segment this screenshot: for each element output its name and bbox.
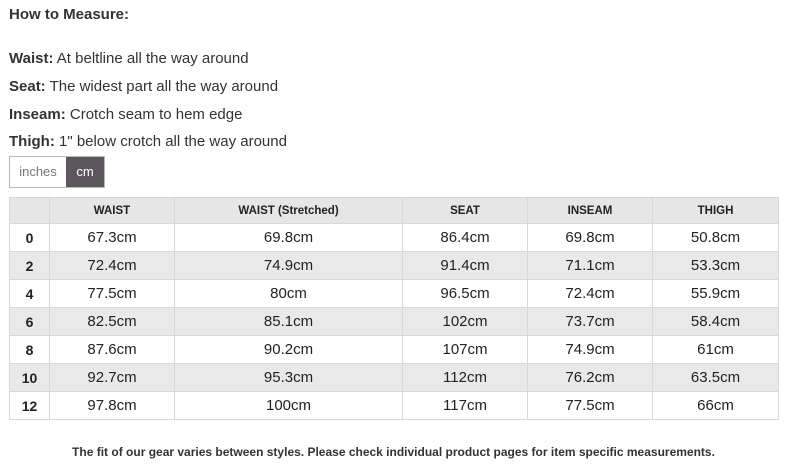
table-cell: 76.2cm — [528, 364, 653, 392]
table-cell: 102cm — [403, 308, 528, 336]
measure-text: The widest part all the way around — [45, 78, 279, 95]
table-row — [10, 392, 779, 420]
page-heading: How to Measure: — [9, 6, 130, 23]
table-row — [10, 364, 779, 392]
size-table — [9, 197, 779, 420]
table-cell: 72.4cm — [528, 280, 653, 308]
table-row — [10, 224, 779, 252]
measure-waist — [9, 50, 249, 67]
table-row — [10, 308, 779, 336]
table-cell: 74.9cm — [528, 336, 653, 364]
size-cell: 10 — [10, 364, 50, 392]
table-cell: 77.5cm — [50, 280, 175, 308]
size-cell: 12 — [10, 392, 50, 420]
measure-label: Waist: — [9, 50, 54, 67]
measure-inseam — [9, 106, 242, 123]
table-cell: 72.4cm — [50, 252, 175, 280]
table-cell: 95.3cm — [175, 364, 403, 392]
table-cell: 71.1cm — [528, 252, 653, 280]
table-cell: 69.8cm — [175, 224, 403, 252]
measure-label: Inseam: — [9, 106, 66, 123]
table-cell: 67.3cm — [50, 224, 175, 252]
table-cell: 66cm — [653, 392, 779, 420]
measure-label: Thigh: — [9, 133, 55, 150]
table-cell: 117cm — [403, 392, 528, 420]
column-header-thigh: THIGH — [653, 198, 779, 224]
unit-option-inches[interactable]: inches — [10, 157, 66, 187]
table-cell: 73.7cm — [528, 308, 653, 336]
table-row — [10, 280, 779, 308]
column-header-size — [10, 198, 50, 224]
fit-disclaimer: The fit of our gear varies between styles. Please check individual product pages for item specific measurements. — [72, 445, 715, 459]
table-cell: 63.5cm — [653, 364, 779, 392]
table-cell: 90.2cm — [175, 336, 403, 364]
table-cell: 61cm — [653, 336, 779, 364]
table-cell: 74.9cm — [175, 252, 403, 280]
size-cell: 4 — [10, 280, 50, 308]
column-header-waist-stretched: WAIST (Stretched) — [175, 198, 403, 224]
column-header-seat: SEAT — [403, 198, 528, 224]
size-cell: 0 — [10, 224, 50, 252]
measure-seat — [9, 78, 278, 95]
measure-text: At beltline all the way around — [53, 50, 249, 67]
table-cell: 87.6cm — [50, 336, 175, 364]
table-cell: 53.3cm — [653, 252, 779, 280]
size-cell: 6 — [10, 308, 50, 336]
table-cell: 50.8cm — [653, 224, 779, 252]
size-cell: 8 — [10, 336, 50, 364]
table-cell: 97.8cm — [50, 392, 175, 420]
measure-thigh — [9, 133, 287, 150]
column-header-inseam: INSEAM — [528, 198, 653, 224]
table-row — [10, 336, 779, 364]
table-cell: 86.4cm — [403, 224, 528, 252]
table-cell: 80cm — [175, 280, 403, 308]
table-cell: 92.7cm — [50, 364, 175, 392]
table-cell: 100cm — [175, 392, 403, 420]
table-cell: 91.4cm — [403, 252, 528, 280]
column-header-waist: WAIST — [50, 198, 175, 224]
table-cell: 77.5cm — [528, 392, 653, 420]
table-cell: 85.1cm — [175, 308, 403, 336]
unit-toggle — [9, 156, 105, 188]
unit-option-cm[interactable]: cm — [66, 157, 104, 187]
table-cell: 69.8cm — [528, 224, 653, 252]
table-cell: 112cm — [403, 364, 528, 392]
measure-text: 1" below crotch all the way around — [54, 133, 287, 150]
size-cell: 2 — [10, 252, 50, 280]
table-cell: 82.5cm — [50, 308, 175, 336]
table-cell: 96.5cm — [403, 280, 528, 308]
table-row — [10, 252, 779, 280]
table-cell: 107cm — [403, 336, 528, 364]
table-cell: 58.4cm — [653, 308, 779, 336]
measure-text: Crotch seam to hem edge — [65, 106, 243, 123]
table-header-row — [10, 198, 779, 224]
table-cell: 55.9cm — [653, 280, 779, 308]
measure-label: Seat: — [9, 78, 46, 95]
